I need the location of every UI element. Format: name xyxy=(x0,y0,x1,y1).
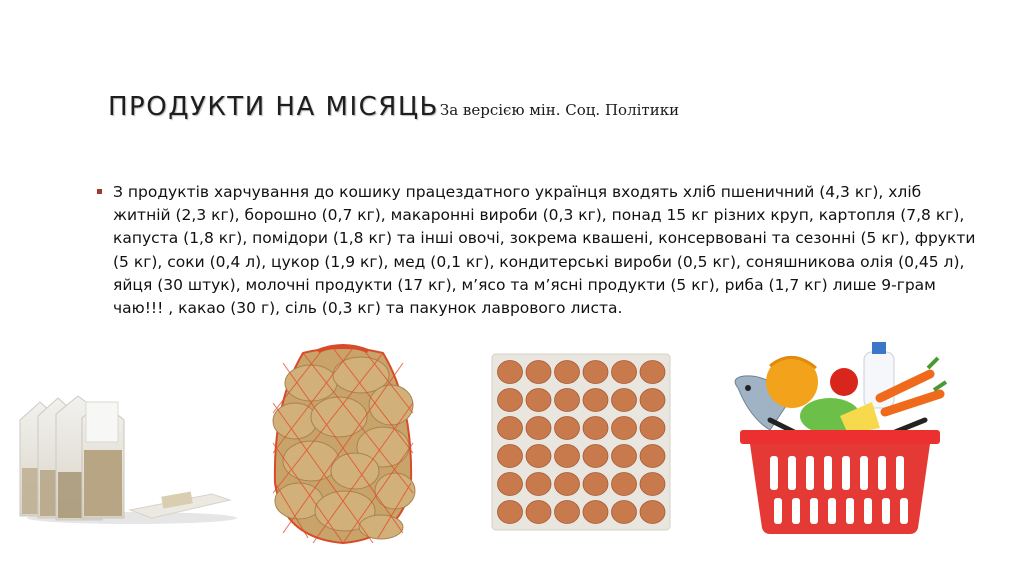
egg xyxy=(612,445,637,468)
title-row xyxy=(108,92,679,122)
egg xyxy=(583,473,608,496)
egg xyxy=(526,417,551,440)
egg xyxy=(498,361,523,384)
bullet-marker xyxy=(97,189,102,194)
egg xyxy=(583,417,608,440)
egg xyxy=(498,417,523,440)
egg xyxy=(640,473,665,496)
egg xyxy=(640,389,665,412)
egg xyxy=(555,473,580,496)
egg xyxy=(498,501,523,524)
egg xyxy=(612,473,637,496)
bullet-text: З продуктів харчування до кошику працездатного українця входять хліб пшеничний (4,3 кг), хліб житній (2,3 кг), борошно (0,7 кг), макаронні вироби (0,3 кг), понад 15 кг різних круп, картопля (7,8 кг), капуста (1,8 кг), помідори (1,8 кг) та інші овочі, зокрема квашені, консервовані та сезонні (5 кг), фрукти (5 кг), соки (0,4 л), цукор (1,9 кг), мед (0,1 кг), кондитерські вироби (0,5 кг), соняшникова олія (0,45 л), яйця (30 штук), молочні продукти (17 кг), м’ясо та м’ясні продукти (5 кг), риба (1,7 кг) лише 9-грам чаю!!! , какао (30 г), сіль (0,3 кг) та пакунок лаврового листа. xyxy=(113,183,976,318)
slide-subtitle: За версією мін. Соц. Політики xyxy=(439,101,680,119)
egg xyxy=(555,417,580,440)
egg xyxy=(583,501,608,524)
egg xyxy=(612,361,637,384)
egg xyxy=(555,501,580,524)
egg xyxy=(555,445,580,468)
grocery-basket-image xyxy=(730,338,950,538)
egg xyxy=(526,445,551,468)
egg xyxy=(612,417,637,440)
egg xyxy=(498,389,523,412)
tea-bags-image xyxy=(12,390,237,530)
egg xyxy=(640,445,665,468)
egg xyxy=(583,361,608,384)
egg xyxy=(583,389,608,412)
egg xyxy=(640,361,665,384)
egg xyxy=(612,389,637,412)
egg xyxy=(526,501,551,524)
egg xyxy=(498,473,523,496)
slide-title: ПРОДУКТИ НА МІСЯЦЬ xyxy=(108,92,439,122)
egg xyxy=(555,361,580,384)
potato-net-bag-image xyxy=(263,343,423,548)
egg-tray-image xyxy=(490,352,672,532)
egg xyxy=(526,389,551,412)
egg xyxy=(526,473,551,496)
egg xyxy=(640,501,665,524)
egg xyxy=(498,445,523,468)
egg xyxy=(555,389,580,412)
bullet-list xyxy=(97,181,977,320)
egg xyxy=(640,417,665,440)
egg xyxy=(612,501,637,524)
egg xyxy=(583,445,608,468)
egg xyxy=(526,361,551,384)
